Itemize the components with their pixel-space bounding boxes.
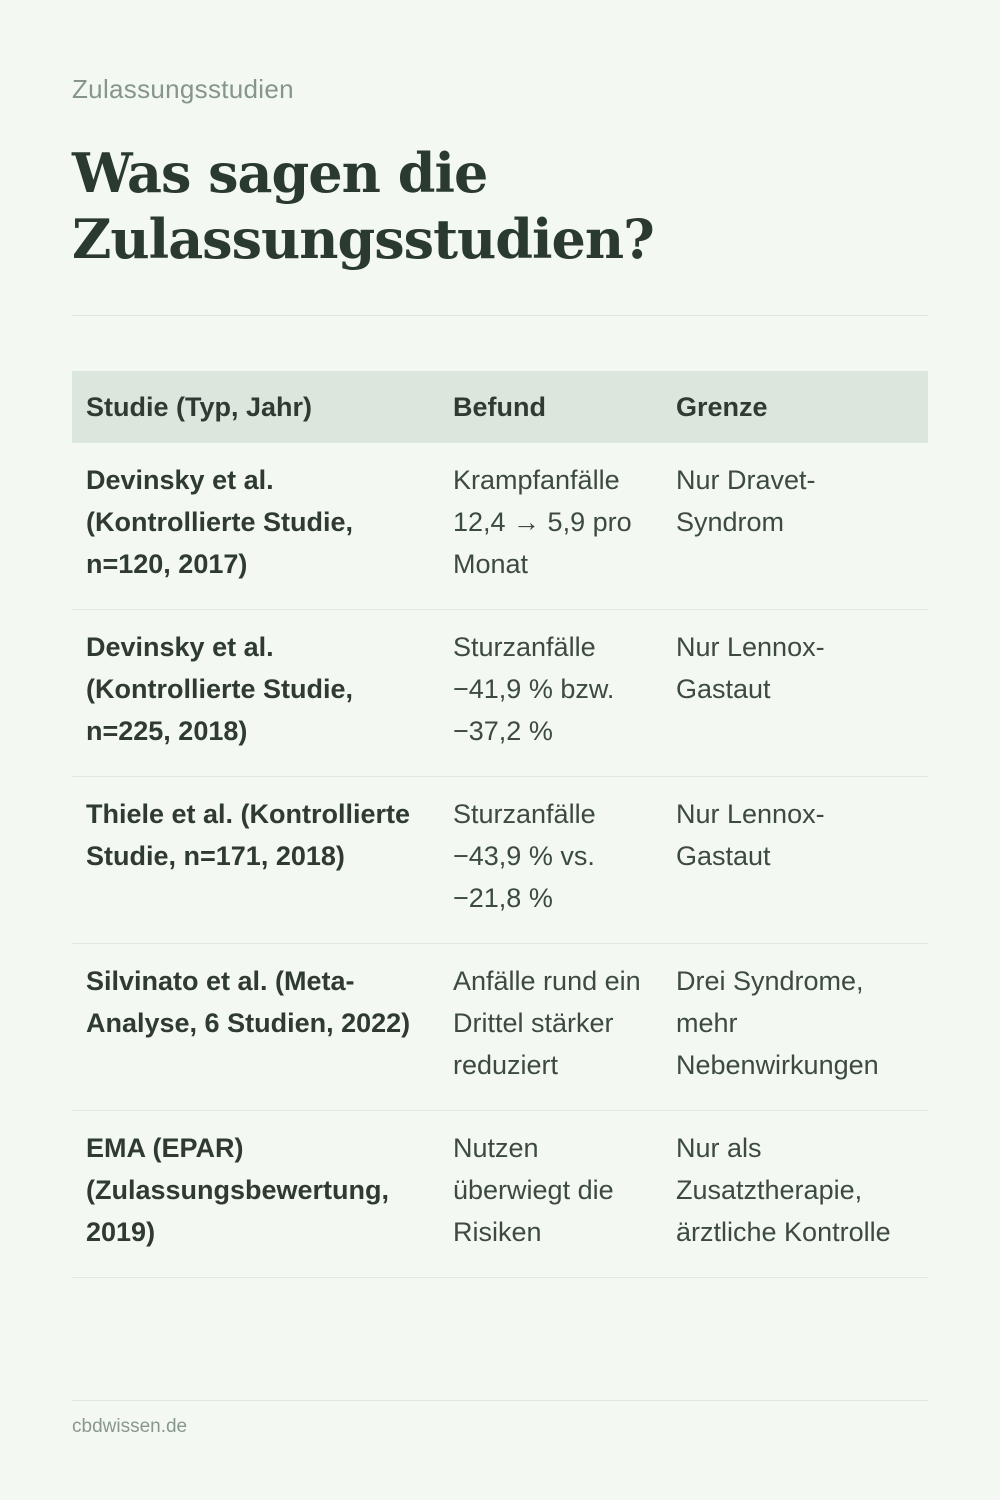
table-row xyxy=(72,1111,928,1278)
studies-table xyxy=(72,371,928,1278)
limit-cell: Drei Syndrome, mehr Nebenwirkungen xyxy=(662,944,928,1111)
source-footer: cbdwissen.de xyxy=(72,1416,188,1437)
page-title xyxy=(72,140,928,272)
top-divider xyxy=(72,315,928,316)
study-cell: Devinsky et al. (Kontrollierte Studie, n=225, 2018) xyxy=(72,610,439,777)
finding-cell: Sturzanfälle −41,9 % bzw. −37,2 % xyxy=(439,610,662,777)
study-cell: Silvinato et al. (Meta-Analyse, 6 Studien, 2022) xyxy=(72,944,439,1111)
table-row xyxy=(72,777,928,944)
table-row xyxy=(72,443,928,610)
bottom-divider xyxy=(72,1400,928,1401)
page-title-line-1: Was sagen die xyxy=(72,141,488,205)
finding-cell: Nutzen überwiegt die Risiken xyxy=(439,1111,662,1278)
study-cell: EMA (EPAR) (Zulassungsbewertung, 2019) xyxy=(72,1111,439,1278)
limit-cell: Nur Lennox-Gastaut xyxy=(662,610,928,777)
limit-cell: Nur Lennox-Gastaut xyxy=(662,777,928,944)
finding-cell: Anfälle rund ein Drittel stärker reduziert xyxy=(439,944,662,1111)
study-cell: Thiele et al. (Kontrollierte Studie, n=171, 2018) xyxy=(72,777,439,944)
column-header-finding: Befund xyxy=(453,391,546,422)
limit-cell: Nur Dravet-Syndrom xyxy=(662,443,928,610)
study-cell: Devinsky et al. (Kontrollierte Studie, n=120, 2017) xyxy=(72,443,439,610)
table-row xyxy=(72,944,928,1111)
eyebrow-label: Zulassungsstudien xyxy=(72,74,294,104)
table-header-row xyxy=(72,371,928,443)
finding-cell: Sturzanfälle −43,9 % vs. −21,8 % xyxy=(439,777,662,944)
limit-cell: Nur als Zusatztherapie, ärztliche Kontrolle xyxy=(662,1111,928,1278)
column-header-study: Studie (Typ, Jahr) xyxy=(86,391,313,422)
page-title-line-2: Zulassungsstudien? xyxy=(72,207,654,271)
infographic-page xyxy=(72,0,928,1500)
table-row xyxy=(72,610,928,777)
finding-cell: Krampfanfälle 12,4 → 5,9 pro Monat xyxy=(439,443,662,610)
column-header-limit: Grenze xyxy=(676,391,768,422)
